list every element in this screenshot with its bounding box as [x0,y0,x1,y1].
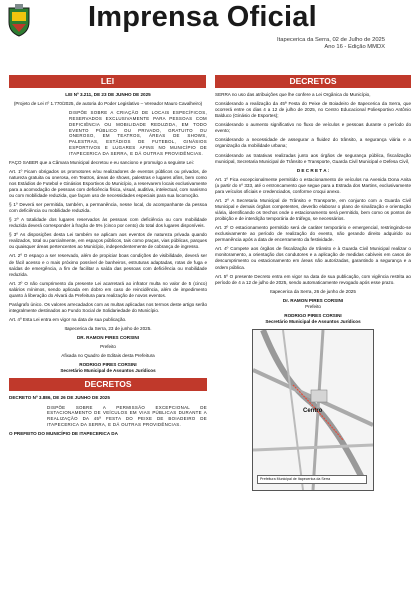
newspaper-title: Imprensa Oficial [88,1,317,33]
law-art1-p1: § 1º Deverá ser permitida, também, a permanência, nesse local, do acompanhante da pessoa com deficiência ou mobilidade reduzida. [9,202,207,214]
law-signer1-role: Prefeito [100,344,116,350]
law-art3: Art. 3º O não cumprimento da presente Lei acarretará ao infrator multa no valor de 5 (cinco) salários mínimos, sendo aplicada em dobro em caso de reincidência, além de impedimento quanto à liberação do Alvará da Prefeitura para realização de novos eventos. [9,280,207,298]
law-art2: Art. 2º O espaço a ser reservado, além de propiciar boas condições de visibilidade, deverá ser de fácil acesso e o mais próximo possível de banheiros, estruturas adaptadas, rotas de fuga e saídas de emergência, a fim de facilitar a saída das pessoas com deficiência ou mobilidade reduzida. [9,253,207,277]
decree-considerando-2: Considerando o aumento significativo no fluxo de veículos e pessoas durante o período do evento; [215,122,411,134]
decree-art4: Art. 4º Compete aos órgãos de fiscalização de trânsito e à Guarda Civil Municipal realizar o monitoramento, a orientação dos condutores e a aplicação de medidas cabíveis em casos de descumprimento ou estacionamento em áreas não autorizadas, garantindo a segurança e a ordem pública. [215,246,411,270]
law-intro: FAÇO SABER que a Câmara Municipal decretou e eu sanciono e promulgo a seguinte Lei: [9,159,194,165]
right-column [215,92,411,491]
decree-signer1-name: Dr. RAMON PIRES CORSINI [282,297,344,303]
law-title: LEI Nº 3.211, DE 23 DE JUNHO DE 2025 [65,92,151,97]
law-signer2-role: Secretário Municipal de Assuntos Jurídicos [60,368,156,374]
decree-p0: SERRA no uso das atribuições que lhe confere a Lei Orgânica do Município, [215,92,371,97]
law-place-date: Itapecerica da Serra, 23 de junho de 2025. [64,326,152,332]
masthead [0,0,419,60]
law-origin: (Projeto de Lei nº 1.770/2025, de autoria do Poder Legislativo – Vereador Mauro Cavalheiro) [13,101,203,107]
decree-decreta: D E C R E T A : [296,167,330,173]
law-paragrafo-unico: Parágrafo único. Os valores arrecadados com as multas aplicadas nos termos deste artigo serão integralmente destinados ao Fundo Social de Solidariedade do Município. [9,301,207,313]
section-header-decretos: DECRETOS [215,75,411,88]
decree-place-date: Itapecerica da Serra, 26 de junho de 2025 [270,288,356,294]
left-column [9,92,207,440]
law-art1-p3: § 3º As disposições desta Lei também se aplicam aos eventos de natureza privada quando realizados, total ou parcialmente, em espaços públicos, tais como praças, vias públicas, parques ou quaisquer áreas pertencentes ao Município, independentemente de cobrança de ingresso. [9,232,207,250]
law-art1-p2: § 2º A totalidade dos lugares reservados às pessoas com deficiência ou com mobilidade reduzida deverá corresponder à fração de 5% (cinco por cento) do total dos lugares disponíveis. [9,217,207,229]
decree-signer1-role: Prefeito [305,303,321,309]
decree-title: DECRETO Nº 3.886, DE 26 DE JUNHO DE 2025 [9,395,110,401]
decree-start: O PREFEITO DO MUNICÍPIO DE ITAPECERICA DA [9,430,118,436]
decree-ementa: DISPÕE SOBRE A PERMISSÃO EXCEPCIONAL DE ESTACIONAMENTO DE VEÍCULOS EM VIAS PÚBLICAS DURANTE A REALIZAÇÃO DA 45ª FESTA DO PEIXE DE BOIADEIRO DE ITAPECERICA DA SERRA, E DÁ OUTRAS PROVIDÊNCIAS. [47,404,207,427]
city-crest-icon [6,4,32,38]
section-header-lei: LEI [9,75,206,88]
decree-signer2-name: RODRIGO PIRES CORSINI [284,312,342,318]
law-signer1-name: DR. RAMON PIRES CORSINI [76,335,140,341]
law-ementa: DISPÕE SOBRE A CRIAÇÃO DE LOCAIS ESPECÍFICOS, RESERVADOS EXCLUSIVAMENTE PARA PESSOAS COM DEFICIÊNCIA OU MOBILIDADE REDUZIDA, EM TODO EVENTO PÚBLICO OU PRIVADO, GRATUITO OU ONEROSO, EM TEATROS, ÁREAS DE SHOWS, PALESTRAS, ESTÁDIOS DE FUTEBOL, GINÁSIOS ESPORTIVOS E LUGARES AFINS NO MUNICÍPIO DE ITAPECERICA DA SERRA, E DÁ OUTRAS PROVIDÊNCIAS. [69,110,207,156]
decree-art3: Art. 3º O estacionamento permitido será de caráter temporário e emergencial, restringindo-se exclusivamente ao período de realização do evento, não gerando direito adquirido ou permanência após a data de encerramento da festividade. [215,225,411,243]
decree-considerando-4: Considerando as tratativas realizadas junto aos órgãos de segurança pública, fiscalização municipal, Secretaria Municipal de Trânsito e Transporte, Guarda Civil Municipal e Defesa Civil, [215,152,411,164]
law-signer2-name: RODRIGO PIRES CORSINI [79,362,137,368]
decree-art1: Art. 1º Fica excepcionalmente permitido o estacionamento de veículos na Avenida Dona Anita (a partir do nº 333, até o entroncamento que segue para a Estrada dos Martins, exclusivamente para veículos oficiais e credenciados, conforme croqui anexo. [215,176,411,194]
decree-considerando-1: Considerando a realização da 45ª Festa do Peixe de Boiadeiro de Itapecerica da Serra, que ocorrerá entre os dias 4 a 12 de julho de 2025, no Centro Educacional Poliesportivo Antônio Balduco (Ginásio de Esportes); [215,101,411,119]
law-art4: Art. 4º Esta Lei entra em vigor na data de sua publicação. [9,317,127,322]
decree-art2: Art. 2º A Secretaria Municipal de Trânsito e Transporte, em conjunto com a Guarda Civil Municipal e demais órgãos competentes, deverão elaborar o plano de sinalização e orientação viária, identificando os trechos onde o estacionamento será permitido, bem como os pontos de proibição e de interdição temporária de tráfego, se necessários. [215,197,411,222]
edition-number: Ano 16 - Edição MMDX [324,44,385,50]
law-art1: Art. 1º Ficam obrigados os promotores e/ou realizadores de eventos públicos ou privados, de natureza gratuita ou onerosa, em Teatros, áreas de shows, palestras e lugares afins, bem como nos Estádios de Futebol e Ginásios Esportivos do Município, a reservarem locais exclusivamente para a acomodação de pessoas com deficiência física, visual, auditiva, intelectual, com nanismo ou com mobilidade reduzida, que façam uso de necessidades especiais para sua locomoção. [9,168,207,198]
map-label-centro: Centro [303,408,323,414]
map-caption: Prefeitura Municipal de Itapecerica da Serra [257,475,367,484]
section-header-decretos-left: DECRETOS [9,378,207,391]
decree-art5: Art. 5º O presente Decreto entra em vigor na data de sua publicação, com vigência restrita ao período de 4 a 12 de julho de 2025, sendo automaticamente revogado após esse prazo. [215,273,411,285]
law-posted-note: Afixada no Quadro de Editais desta Prefeitura [61,353,155,359]
decree-considerando-3: Considerando a necessidade de assegurar a fluidez do trânsito, a segurança viária e a organização da mobilidade urbana; [215,137,411,149]
edition-date: Itapecerica da Serra, 02 de Julho de 2025 [277,37,385,43]
croqui-map [252,329,374,491]
decree-signer2-role: Secretário Municipal de Assuntos Jurídicos [265,318,361,324]
